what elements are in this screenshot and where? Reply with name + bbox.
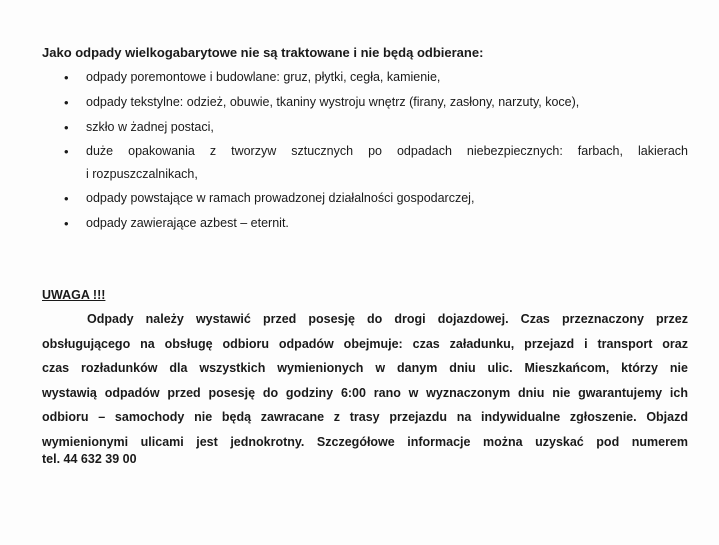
list-item: szkło w żadnej postaci, (86, 120, 214, 134)
bullet: • (64, 70, 69, 85)
paragraph-line: obsługującego na obsługę odbioru odpadów obejmuje: czas załadunku, przejazd i transport oraz (42, 337, 688, 351)
paragraph-line: czas rozładunków dla wszystkich wymienionych w danym dniu ulic. Mieszkańcom, którzy nie (42, 361, 688, 375)
paragraph-line: odbioru – samochody nie będą zawracane z trasy przejazdu na indywidualne zgłoszenie. Objazd (42, 410, 688, 424)
list-item-continuation: i rozpuszczalnikach, (86, 167, 198, 181)
list-item: odpady tekstylne: odzież, obuwie, tkaniny wystroju wnętrz (firany, zasłony, narzuty, koce), (86, 95, 580, 109)
list-item: odpady powstające w ramach prowadzonej działalności gospodarczej, (86, 191, 475, 205)
paragraph-line: wystawią odpadów przed posesję do godziny 6:00 rano w wyznaczonym dniu nie gwarantujemy ich (42, 386, 688, 400)
notice-title: UWAGA !!! (42, 288, 106, 302)
bullet: • (64, 191, 69, 206)
bullet: • (64, 216, 69, 231)
bullet: • (64, 144, 69, 159)
bullet: • (64, 120, 69, 135)
exclusions-heading: Jako odpady wielkogabarytowe nie są traktowane i nie będą odbierane: (42, 45, 484, 60)
paragraph-line: Odpady należy wystawić przed posesję do drogi dojazdowej. Czas przeznaczony przez (87, 312, 688, 326)
phone-number-line: tel. 44 632 39 00 (42, 452, 137, 466)
list-item: odpady poremontowe i budowlane: gruz, płytki, cegła, kamienie, (86, 70, 441, 84)
bullet: • (64, 95, 69, 110)
list-item: duże opakowania z tworzyw sztucznych po odpadach niebezpiecznych: farbach, lakierach (86, 144, 688, 158)
list-item: odpady zawierające azbest – eternit. (86, 216, 289, 230)
paragraph-line: wymienionymi ulicami jest jednokrotny. Szczegółowe informacje można uzyskać pod numerem (42, 435, 688, 449)
